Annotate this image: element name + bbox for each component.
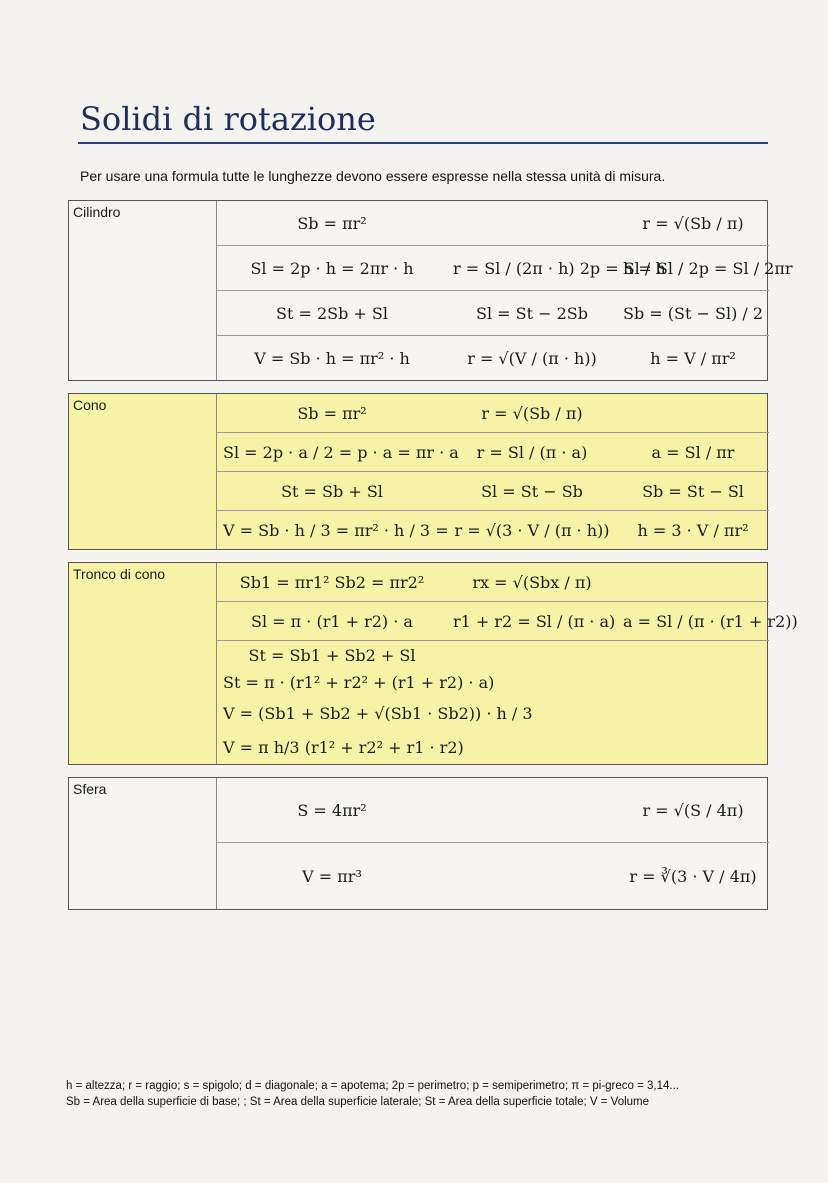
section-tronco-di-cono xyxy=(68,562,798,765)
formula xyxy=(617,679,769,687)
table-row xyxy=(217,245,793,290)
intro-text: Per usare una formula tutte le lunghezze devono essere espresse nella stessa unità di misura. xyxy=(80,168,666,184)
legend-line: h = altezza; r = raggio; s = spigolo; d = diagonale; a = apotema; 2p = perimetro; p = semiperimetro; π = pi-greco = 3,14... xyxy=(66,1080,679,1092)
section-label: Cono xyxy=(73,397,107,413)
formula: h = V / πr² xyxy=(650,348,736,368)
formula xyxy=(617,743,769,751)
formula: Sl = π · (r1 + r2) · a xyxy=(251,611,413,631)
table-row xyxy=(217,510,769,549)
page-title: Solidi di rotazione xyxy=(80,100,376,138)
formula: Sl = St − 2Sb xyxy=(475,303,588,323)
formula: V = π h/3 (r1² + r2² + r1 · r2) xyxy=(223,737,464,757)
formula: V = Sb · h = πr² · h xyxy=(254,348,410,368)
table-row xyxy=(217,669,769,696)
formula xyxy=(617,409,769,417)
formula: r = √(V / (π · h)) xyxy=(467,348,597,368)
formula: r = ∛(3 · V / 4π) xyxy=(629,866,757,886)
section-label: Tronco di cono xyxy=(73,566,166,582)
formula xyxy=(447,872,617,880)
formula: a = Sl / πr xyxy=(651,442,735,462)
formula: Sl = 2p · h = 2πr · h xyxy=(250,258,414,278)
table-row xyxy=(217,290,769,335)
formula: a = Sl / (π · (r1 + r2)) xyxy=(623,611,798,631)
section-cilindro xyxy=(68,200,793,381)
formula: h = 3 · V / πr² xyxy=(637,520,749,540)
table-row xyxy=(217,601,798,640)
table-row xyxy=(217,842,769,909)
legend xyxy=(66,1078,786,1110)
table-row xyxy=(217,394,769,432)
formula-sheet xyxy=(68,200,798,922)
table-row xyxy=(217,201,769,245)
formula: V = πr³ xyxy=(302,866,362,886)
section-sfera xyxy=(68,777,768,910)
table-row xyxy=(217,730,769,764)
table-row xyxy=(217,471,769,510)
formula: Sl = St − Sb xyxy=(481,481,583,501)
formula: Sb = πr² xyxy=(297,213,367,233)
formula: Sb1 = πr1² Sb2 = πr2² xyxy=(239,572,425,592)
formula: Sb = (St − Sl) / 2 xyxy=(623,303,764,323)
formula: Sb = St − Sl xyxy=(642,481,744,501)
formula xyxy=(447,219,617,227)
table-row xyxy=(217,778,769,842)
formula: r1 + r2 = Sl / (π · a) xyxy=(453,611,616,631)
formula: St = π · (r1² + r2² + (r1 + r2) · a) xyxy=(223,673,495,692)
formula xyxy=(447,679,617,687)
formula: V = (Sb1 + Sb2 + √(Sb1 · Sb2)) · h / 3 xyxy=(223,703,533,723)
title-underline xyxy=(78,142,768,144)
table-row xyxy=(217,563,769,601)
formula: Sb = πr² xyxy=(297,403,367,423)
formula xyxy=(447,806,617,814)
formula: r = √(3 · V / (π · h)) xyxy=(454,520,610,540)
table-row xyxy=(217,335,769,380)
formula xyxy=(617,709,769,717)
formula: S = 4πr² xyxy=(297,800,367,820)
section-label: Sfera xyxy=(73,781,107,797)
formula: St = Sb1 + Sb2 + Sl xyxy=(248,645,416,665)
formula: r = Sl / (π · a) xyxy=(476,442,588,462)
formula: h = Sl / 2p = Sl / 2πr xyxy=(623,258,793,278)
formula xyxy=(447,743,617,751)
formula xyxy=(617,651,769,659)
formula: St = Sb + Sl xyxy=(281,481,383,501)
formula: r = √(Sb / π) xyxy=(642,213,744,233)
table-row xyxy=(217,640,769,669)
formula: r = √(S / 4π) xyxy=(642,800,744,820)
formula: r = √(Sb / π) xyxy=(481,403,583,423)
formula xyxy=(447,651,617,659)
table-row xyxy=(217,432,769,471)
section-label: Cilindro xyxy=(73,204,121,220)
formula: r = Sl / (2π · h) 2p = Sl / h xyxy=(453,258,666,278)
formula xyxy=(617,578,769,586)
section-cono xyxy=(68,393,768,550)
formula: Sl = 2p · a / 2 = p · a = πr · a xyxy=(223,442,459,462)
legend-line: Sb = Area della superficie di base; ; St = Area della superficie laterale; St = Area della superficie totale; V = Volume xyxy=(66,1096,650,1108)
formula: St = 2Sb + Sl xyxy=(275,303,388,323)
formula: V = Sb · h / 3 = πr² · h / 3 = xyxy=(223,520,449,540)
table-row xyxy=(217,696,769,730)
formula xyxy=(447,709,617,717)
formula: rx = √(Sbx / π) xyxy=(472,572,592,592)
